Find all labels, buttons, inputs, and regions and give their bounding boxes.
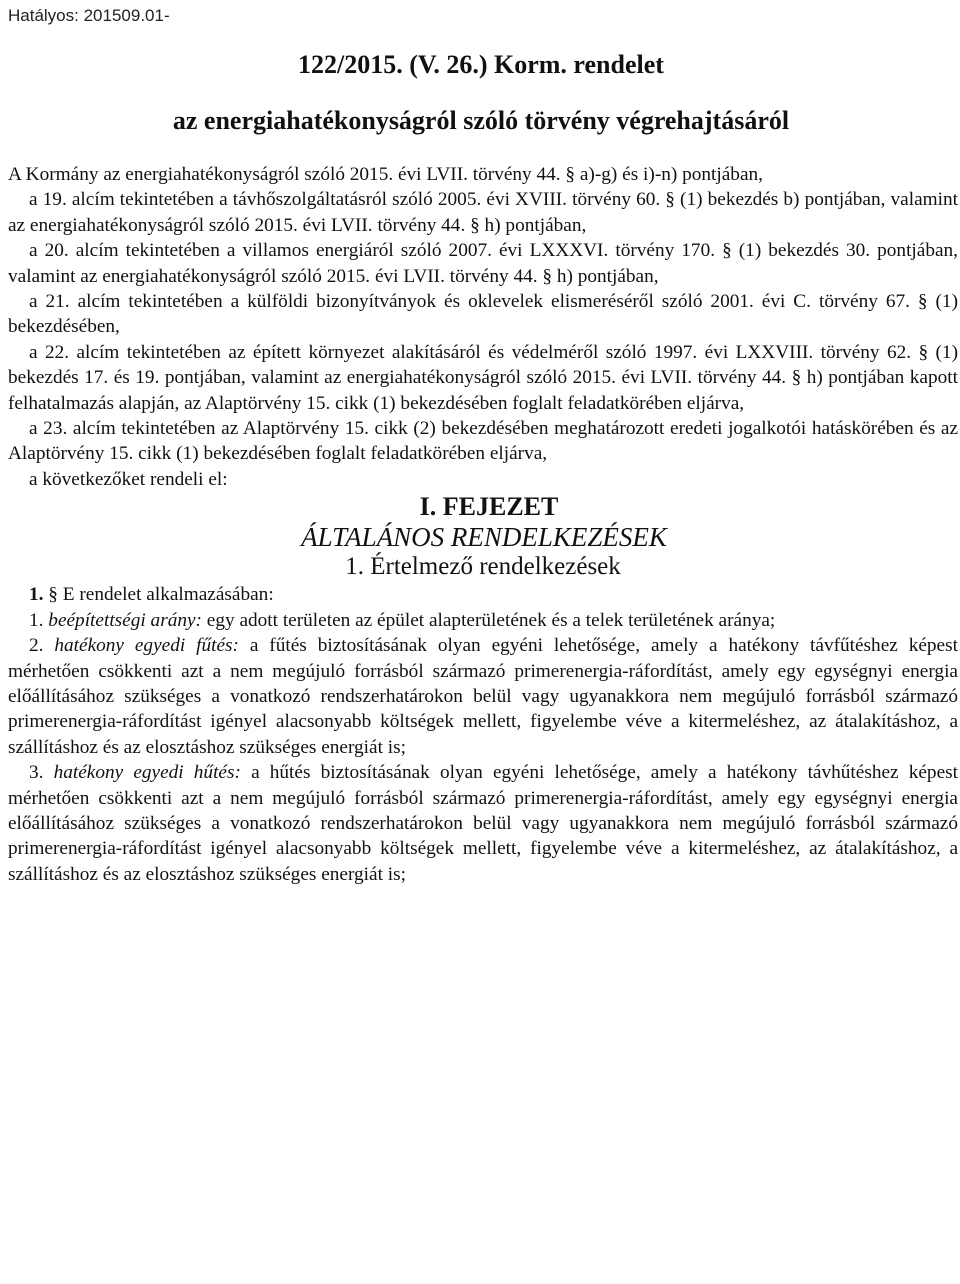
section-title: 1. Értelmező rendelkezések [345,553,621,581]
preamble-paragraph: a 21. alcím tekintetében a külföldi bizonyítványok és oklevelek elismeréséről szóló 2001. évi C. törvény 67. § (1) bekezdésében, [8,291,958,338]
preamble-closing: a következőket rendeli el: [29,468,228,490]
decree-number: 122/2015. (V. 26.) Korm. rendelet [298,50,664,79]
preamble-paragraph: a 20. alcím tekintetében a villamos energiáról szóló 2007. évi LXXXVI. törvény 170. § (1) bekezdés 30. pontjában, valamint az energiahatékonyságról szóló 2015. évi LVII. törvény 44. § h) pontjában, [8,240,958,287]
paragraph-intro-text: E rendelet alkalmazásában: [62,584,274,606]
definition-text: a fűtés biztosításának olyan egyéni lehetősége, amely a hatékony távfűtéshez képest mérhetően csökkenti azt a nem megújuló forrásból származó primerenergia-ráfordítást, amely egy egységnyi energia előállításához szükséges a vonatkozó rendszerhatárokon belül vagy ugyanakkora nem megújuló forrásból származó primerenergia-ráfordítást igényel alacsonyabb költségek mellett, figyelembe véve a kitermeléshez, az átalakításhoz, a szállításhoz és az elosztáshoz szükséges energiát is; [8,635,958,758]
definition-number: 3. [29,762,44,784]
document-body [8,162,958,887]
preamble-paragraph: a 22. alcím tekintetében az épített környezet alakításáról és védelméről szóló 1997. évi LXXVIII. törvény 62. § (1) bekezdés 17. és 19. pontjában, valamint az energiahatékonyságról szóló 2015. évi LVII. törvény 44. § h) pontjában kapott felhatalmazás alapján, az Alaptörvény 15. cikk (1) bekezdésében foglalt feladatkörében eljárva, [8,341,958,414]
section-sign: § [48,584,58,606]
definition-term: beépítettségi arány: [48,609,202,631]
definition-text: a hűtés biztosításának olyan egyéni lehetősége, amely a hatékony távhűtéshez képest mérhetően csökkenti azt a nem megújuló forrásból származó primerenergia-ráfordítást, amely egy egységnyi energia előállításához szükséges a vonatkozó rendszerhatárokon belül vagy ugyanakkora nem megújuló forrásból származó primerenergia-ráfordítást igényel alacsonyabb költségek mellett, figyelembe véve a kitermeléshez, az átalakításhoz, a szállításhoz és az elosztáshoz szükséges energiát is; [8,762,958,885]
validity-date: Hatályos: 201509.01- [8,6,170,25]
preamble-paragraph: a 23. alcím tekintetében az Alaptörvény 15. cikk (2) bekezdésében meghatározott eredeti jogalkotói hatáskörében és az Alaptörvény 15. cikk (1) bekezdésében foglalt feladatkörében eljárva, [8,418,958,465]
definition-term: hatékony egyedi fűtés: [54,635,239,657]
definition-item [8,633,958,760]
preamble-paragraph: a 19. alcím tekintetében a távhőszolgáltatásról szóló 2005. évi XVIII. törvény 60. § (1) bekezdés b) pontjában, valamint az energiahatékonyságról szóló 2015. évi LVII. törvény 44. § h) pontjában, [8,189,958,236]
definition-number: 1. [29,609,44,631]
definition-number: 2. [29,635,44,657]
paragraph-number: 1. [29,584,44,606]
definition-item [8,608,958,633]
chapter-title: ÁLTALÁNOS RENDELKEZÉSEK [301,522,667,553]
definition-term: hatékony egyedi hűtés: [53,762,241,784]
decree-title: az energiahatékonyságról szóló törvény végrehajtásáról [172,106,790,135]
definition-item [8,760,958,887]
definition-text: egy adott területen az épület alapterületének és a telek területének aránya; [206,609,776,631]
chapter-number: I. FEJEZET [419,492,559,522]
preamble-paragraph: A Kormány az energiahatékonyságról szóló 2015. évi LVII. törvény 44. § a)-g) és i)-n) pontjában, [8,164,763,185]
paragraph-intro [8,582,958,607]
